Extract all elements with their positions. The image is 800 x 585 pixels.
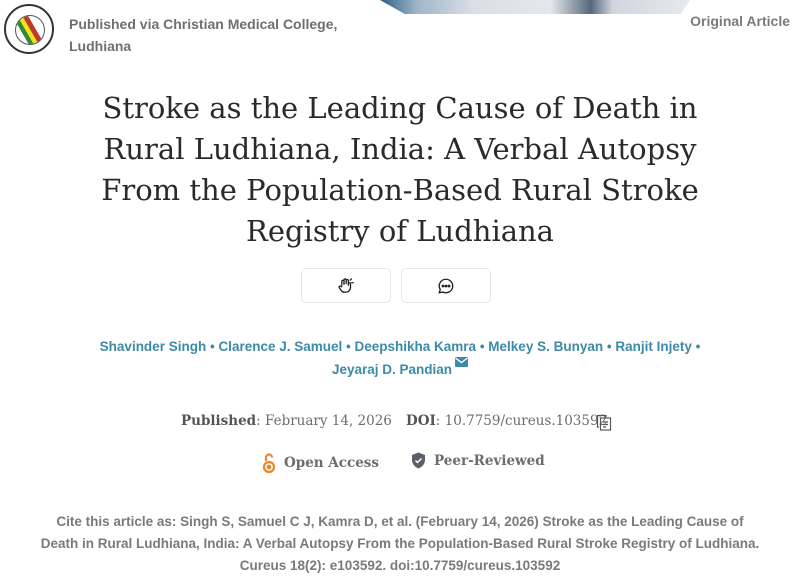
hero-image bbox=[380, 0, 690, 14]
author-link[interactable]: Clarence J. Samuel bbox=[218, 339, 343, 354]
published-date: Published: February 14, 2026 bbox=[181, 413, 392, 429]
article-type-label: Original Article bbox=[690, 13, 790, 29]
comment-icon bbox=[437, 277, 455, 295]
open-access-badge: Open Access bbox=[262, 452, 379, 474]
comment-button[interactable] bbox=[401, 268, 491, 303]
author-link[interactable]: Ranjit Injety bbox=[615, 339, 692, 354]
copy-icon[interactable] bbox=[596, 414, 612, 431]
publisher-label: Published via Christian Medical College, Ludhiana bbox=[69, 16, 338, 54]
author-link[interactable]: Melkey S. Bunyan bbox=[488, 339, 604, 354]
email-icon[interactable] bbox=[455, 357, 468, 368]
clap-icon bbox=[336, 276, 356, 296]
author-link[interactable]: Jeyaraj D. Pandian bbox=[331, 362, 453, 377]
author-link[interactable]: Shavinder Singh bbox=[99, 339, 207, 354]
peer-reviewed-badge: Peer-Reviewed bbox=[411, 452, 545, 469]
clap-button[interactable] bbox=[301, 268, 391, 303]
christian-medical-college-logo bbox=[4, 4, 54, 54]
open-access-lock-icon bbox=[262, 452, 276, 474]
citation-text: Cite this article as: Singh S, Samuel C J, Kamra D, et al. (February 14, 2026) Stroke as the Leading Cause of Death in Rural Ludhiana, India: A Verbal Autopsy From the Population-Based Rural Stroke Registry of Ludhiana. Cureus 18(2): e103592. doi:10.7759/cureus.103592 bbox=[40, 514, 760, 573]
shield-check-icon bbox=[411, 452, 426, 469]
doi: DOI: 10.7759/cureus.103592 bbox=[406, 413, 608, 429]
author-list: Shavinder Singh • Clarence J. Samuel • Deepshikha Kamra • Melkey S. Bunyan • Ranjit Injety • Jeyaraj D. Pandian bbox=[99, 339, 701, 377]
article-title: Stroke as the Leading Cause of Death in Rural Ludhiana, India: A Verbal Autopsy From the Population-Based Rural Stroke Registry of Ludhiana bbox=[101, 91, 699, 248]
author-link[interactable]: Deepshikha Kamra bbox=[354, 339, 477, 354]
